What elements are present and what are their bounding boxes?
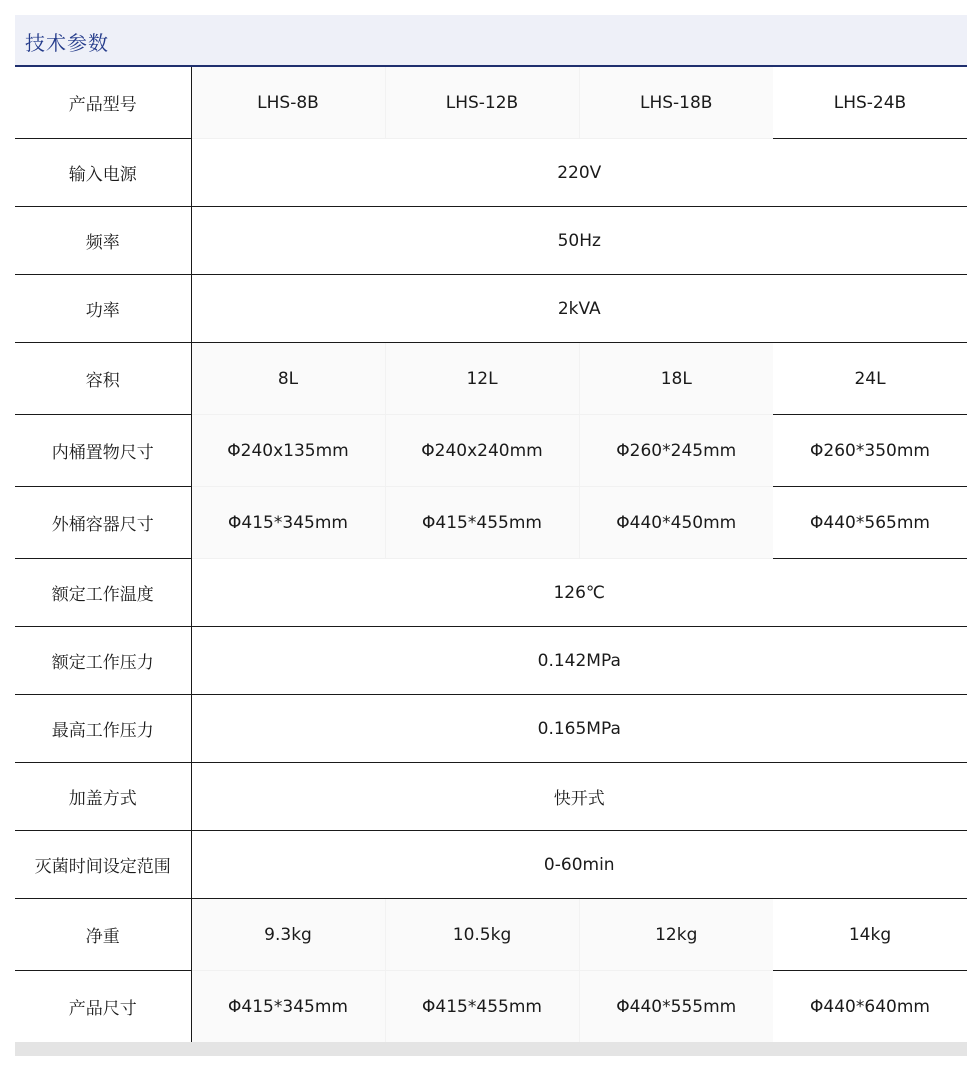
table-cell: 24L [773,343,967,415]
table-cell: 0.142MPa [191,627,967,695]
table-cell: 126℃ [191,559,967,627]
table-cell: Φ240x135mm [191,415,385,487]
row-label: 产品型号 [15,67,191,139]
table-row-frequency [15,207,967,275]
spec-table [15,67,967,1043]
table-cell: LHS-8B [191,67,385,139]
row-label: 最高工作压力 [15,695,191,763]
table-cell: 0.165MPa [191,695,967,763]
table-cell: Φ440*565mm [773,487,967,559]
table-cell: 220V [191,139,967,207]
row-label: 灭菌时间设定范围 [15,831,191,899]
table-row-power-input [15,139,967,207]
table-row-timer-range [15,831,967,899]
table-cell: LHS-18B [579,67,773,139]
table-row-rated-pressure [15,627,967,695]
table-cell: Φ415*345mm [191,487,385,559]
row-label: 额定工作压力 [15,627,191,695]
table-cell: LHS-24B [773,67,967,139]
table-cell: Φ415*345mm [191,971,385,1043]
table-cell: Φ440*640mm [773,971,967,1043]
table-cell: Φ415*455mm [385,971,579,1043]
table-cell: 12L [385,343,579,415]
table-cell: 8L [191,343,385,415]
row-label: 内桶置物尺寸 [15,415,191,487]
row-label: 外桶容器尺寸 [15,487,191,559]
table-cell: Φ240x240mm [385,415,579,487]
table-cell: 0-60min [191,831,967,899]
table-cell: 2kVA [191,275,967,343]
table-row-lid-type [15,763,967,831]
row-label: 净重 [15,899,191,971]
row-label: 功率 [15,275,191,343]
table-cell: Φ415*455mm [385,487,579,559]
table-cell: 14kg [773,899,967,971]
table-cell: Φ440*450mm [579,487,773,559]
table-row-product-size [15,971,967,1043]
row-label: 频率 [15,207,191,275]
table-row-rated-temp [15,559,967,627]
row-label: 产品尺寸 [15,971,191,1043]
footer-bar [15,1042,967,1056]
table-row-net-weight [15,899,967,971]
row-label: 容积 [15,343,191,415]
row-label: 加盖方式 [15,763,191,831]
table-cell: Φ440*555mm [579,971,773,1043]
table-row-model [15,67,967,139]
table-row-volume [15,343,967,415]
table-row-max-pressure [15,695,967,763]
table-cell: 50Hz [191,207,967,275]
row-label: 输入电源 [15,139,191,207]
table-cell: Φ260*350mm [773,415,967,487]
table-cell: 12kg [579,899,773,971]
table-cell: 9.3kg [191,899,385,971]
table-cell: 18L [579,343,773,415]
section-title: 技术参数 [25,31,109,55]
table-cell: LHS-12B [385,67,579,139]
table-row-outer-size [15,487,967,559]
table-cell: Φ260*245mm [579,415,773,487]
table-row-power [15,275,967,343]
section-header [15,15,967,67]
table-row-inner-size [15,415,967,487]
table-cell: 10.5kg [385,899,579,971]
row-label: 额定工作温度 [15,559,191,627]
table-cell: 快开式 [191,763,967,831]
